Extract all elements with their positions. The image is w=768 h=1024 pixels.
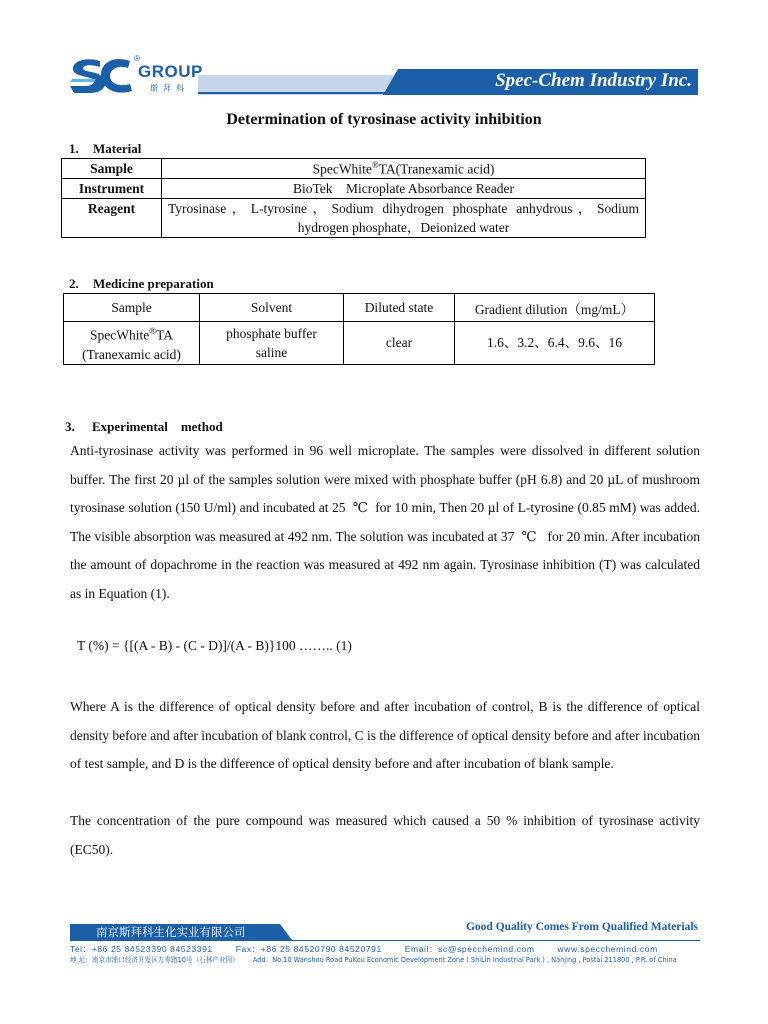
material-value-sample (162, 159, 646, 179)
cell-text: (Tranexamic acid) (82, 346, 181, 362)
registered-mark: ® (134, 54, 140, 63)
column-header: Diluted state (344, 294, 455, 322)
table-header-row (64, 294, 655, 322)
sc-logo-icon (70, 55, 136, 97)
logo-group-text: GROUP (138, 62, 203, 81)
cell-state: clear (344, 322, 455, 365)
table-row (64, 322, 655, 365)
material-label-reagent: Reagent (62, 199, 162, 238)
cell-gradient: 1.6、3.2、6.4、9.6、16 (455, 322, 655, 365)
material-table (61, 158, 646, 238)
section-1-heading (69, 141, 141, 157)
column-header: Gradient dilution（mg/mL） (455, 294, 655, 322)
material-value-instrument: BioTek Microplate Absorbance Reader (162, 179, 646, 199)
footer-address (70, 954, 700, 964)
column-header: Sample (64, 294, 200, 322)
equation: T (%) = {[(A - B) - (C - D)]/(A - B)}100 …….. (1) (77, 638, 352, 653)
section-2-number: 2. (69, 276, 79, 291)
section-2-heading (69, 276, 214, 292)
footer-fax: Fax：+86 25 84520790 84520791 (235, 944, 382, 954)
method-paragraph-3: The concentration of the pure compound was measured which caused a 50 % inhibition of tyrosinase activity (EC50). (70, 813, 700, 857)
cell-text: phosphate buffer (226, 325, 317, 341)
value-text: TA(Tranexamic acid) (378, 161, 495, 177)
section-3-heading (65, 419, 223, 435)
footer-company-cn: 南京斯拜科生化实业有限公司 (96, 925, 246, 939)
table-row (62, 159, 646, 179)
material-label-sample: Sample (62, 159, 162, 179)
material-label-instrument: Instrument (62, 179, 162, 199)
footer-email: Email：sc@specchemind.com (404, 944, 535, 954)
material-value-reagent: Tyrosinase，L-tyrosine，Sodium dihydrogen phosphate anhydrous，Sodium hydrogen phosphate，Deionized water (162, 199, 646, 238)
cell-solvent (200, 322, 344, 365)
section-3-number: 3. (65, 419, 75, 434)
section-1-number: 1. (69, 141, 79, 156)
registered-sup: ® (149, 326, 157, 336)
cell-sample (64, 322, 200, 365)
table-row (62, 179, 646, 199)
section-2-title: Medicine preparation (93, 276, 214, 291)
footer-divider (70, 940, 700, 941)
footer-tel: Tel：+86 25 84523390 84523391 (70, 944, 213, 954)
column-header: Solvent (200, 294, 344, 322)
section-3-title: Experimental method (92, 419, 223, 434)
document-title: Determination of tyrosinase activity inhibition (226, 111, 542, 128)
footer-address-cn: 地 址：南京市浦口经济开发区万寿路10号（石林产业园） (70, 956, 239, 964)
logo-group-cn-text: 斯拜科 (150, 84, 189, 93)
method-paragraph-2: Where A is the difference of optical density before and after incubation of control, B is the difference of optical density before and after incubation of blank control, C is the difference of optical density before and after incubation of test sample, and D is the difference of optical density before and after incubation of blank sample. (70, 699, 700, 771)
value-text: SpecWhite (312, 161, 372, 177)
section-1-title: Material (93, 141, 142, 156)
method-paragraph-1: Anti-tyrosinase activity was performed in 96 well microplate. The samples were dissolved in different solution buffer. The first 20 µl of the samples solution were mixed with phosphate buffer (pH 6.8) and 20 µL of mushroom tyrosinase solution (150 U/ml) and incubated at 25 ℃ for 10 min, Then 20 µl of L-tyrosine (0.85 mM) was added. The visible absorption was measured at 492 nm. The solution was incubated at 37 ℃ for 20 min. After incubation the amount of dopachrome in the reaction was measured at 492 nm again. Tyrosinase inhibition (T) was calculated as in Equation (1). (70, 443, 704, 601)
cell-text: saline (255, 344, 288, 360)
cell-text: TA (156, 327, 173, 343)
cell-text: SpecWhite (90, 327, 150, 343)
table-row (62, 199, 646, 238)
registered-sup: ® (371, 159, 379, 170)
company-name-banner: Spec-Chem Industry Inc. (495, 70, 692, 91)
footer-web: www.specchemind.com (557, 944, 658, 954)
footer-address-en: Add：No.10 Wanshou Road PuKou Economic Development Zone ( ShiLin Industrial Park ) , Nanjing , Postal 211800 , P.R. of China (252, 956, 677, 964)
footer-slogan: Good Quality Comes From Qualified Materials (465, 921, 698, 933)
preparation-table (63, 293, 655, 365)
